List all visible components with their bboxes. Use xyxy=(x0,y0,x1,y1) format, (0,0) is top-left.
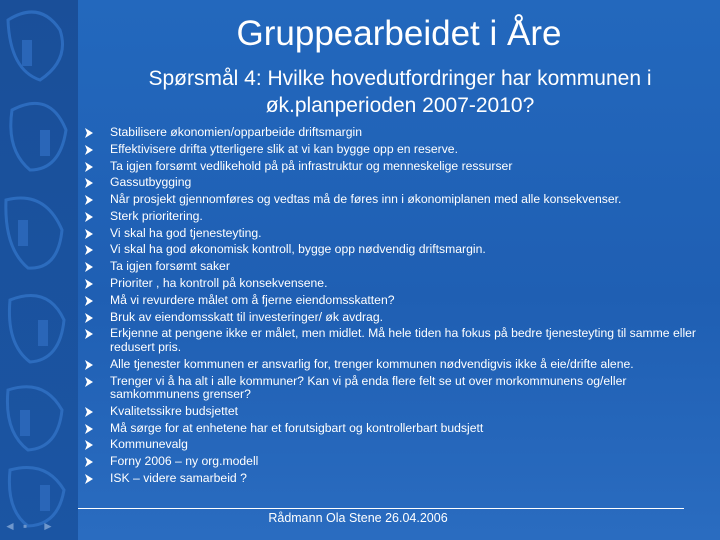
list-item xyxy=(84,227,714,241)
arrowhead-bullet-icon xyxy=(84,329,94,339)
bullet-text: Effektivisere drifta ytterligere slik at vi kan bygge opp en reserve. xyxy=(110,141,458,156)
arrowhead-bullet-icon xyxy=(84,360,94,370)
arrowhead-bullet-icon xyxy=(84,245,94,255)
bullet-text: Kvalitetssikre budsjettet xyxy=(110,403,239,418)
bullet-text: Vi skal ha god økonomisk kontroll, bygge opp nødvendig driftsmargin. xyxy=(110,242,486,257)
list-item xyxy=(84,210,714,224)
bullet-text: ISK – videre samarbeid ? xyxy=(110,471,247,486)
bullet-text: Ta igjen forsømt vedlikehold på på infrastruktur og menneskelige ressurser xyxy=(110,158,513,173)
list-item xyxy=(84,294,714,308)
arrowhead-bullet-icon xyxy=(84,229,94,239)
bullet-text: Bruk av eiendomsskatt til investeringer/ øk avdrag. xyxy=(110,309,383,324)
bullet-text: Trenger vi å ha alt i alle kommuner? Kan vi på enda flere felt se ut over morkommunens og/eller samkommunens grenser? xyxy=(110,373,627,402)
list-item xyxy=(84,243,714,257)
arrowhead-bullet-icon xyxy=(84,474,94,484)
slide-subtitle: Spørsmål 4: Hvilke hovedutfordringer har kommunen i øk.planperioden 2007-2010? xyxy=(148,67,652,117)
nav-forward-icon[interactable]: ► xyxy=(42,519,54,533)
bullet-text: Må sørge for at enhetene har et forutsigbart og kontrollerbart budsjett xyxy=(110,420,484,435)
bullet-text: Stabilisere økonomien/opparbeide driftsmargin xyxy=(110,125,363,139)
nav-back-icon[interactable]: ◄ xyxy=(4,519,16,533)
arrowhead-bullet-icon xyxy=(84,440,94,450)
bullet-list xyxy=(84,126,714,489)
bullet-text: Prioriter , ha kontroll på konsekvensene. xyxy=(110,276,328,291)
arrowhead-bullet-icon xyxy=(84,262,94,272)
bullet-text: Gassutbygging xyxy=(110,175,192,190)
list-item xyxy=(84,176,714,190)
bullet-text: Når prosjekt gjennomføres og vedtas må de føres inn i økonomiplanen med alle konsekvenser. xyxy=(110,192,622,207)
arrowhead-bullet-icon xyxy=(84,128,94,138)
arrowhead-bullet-icon xyxy=(84,195,94,205)
list-item xyxy=(84,358,714,372)
arrowhead-bullet-icon xyxy=(84,424,94,434)
arrowhead-bullet-icon xyxy=(84,313,94,323)
arrowhead-bullet-icon xyxy=(84,162,94,172)
nav-home-icon[interactable]: ▪ xyxy=(23,519,28,533)
bullet-text: Vi skal ha god tjenesteyting. xyxy=(110,225,262,240)
slide-navigation xyxy=(4,520,56,532)
list-item xyxy=(84,260,714,274)
list-item xyxy=(84,455,714,469)
list-item xyxy=(84,143,714,157)
arrowhead-bullet-icon xyxy=(84,407,94,417)
list-item xyxy=(84,277,714,291)
arrowhead-bullet-icon xyxy=(84,457,94,467)
list-item xyxy=(84,405,714,419)
list-item xyxy=(84,438,714,452)
bullet-text: Sterk prioritering. xyxy=(110,208,203,223)
slide-footer: Rådmann Ola Stene 26.04.2006 xyxy=(268,511,448,525)
list-item xyxy=(84,160,714,174)
arrowhead-bullet-icon xyxy=(84,145,94,155)
arrowhead-bullet-icon xyxy=(84,212,94,222)
list-item xyxy=(84,327,714,354)
list-item xyxy=(84,375,714,402)
list-item xyxy=(84,472,714,486)
arrowhead-bullet-icon xyxy=(84,279,94,289)
bullet-text: Må vi revurdere målet om å fjerne eiendomsskatten? xyxy=(110,292,395,307)
list-item xyxy=(84,193,714,207)
bullet-text: Ta igjen forsømt saker xyxy=(110,259,230,274)
bullet-text: Erkjenne at pengene ikke er målet, men midlet. Må hele tiden ha fokus på bedre tjenesteyting til samme eller redusert pris. xyxy=(110,326,696,354)
list-item xyxy=(84,422,714,436)
list-item xyxy=(84,126,714,140)
slide-title: Gruppearbeidet i Åre xyxy=(236,14,562,53)
list-item xyxy=(84,311,714,325)
bullet-text: Kommunevalg xyxy=(110,437,188,452)
footer-divider xyxy=(78,508,684,509)
decorative-side-strip xyxy=(0,0,78,540)
arrowhead-bullet-icon xyxy=(84,296,94,306)
decorative-figures-graphic xyxy=(0,0,78,540)
bullet-text: Alle tjenester kommunen er ansvarlig for, trenger kommunen nødvendigvis ikke å eie/drifte alene. xyxy=(110,356,634,371)
bullet-text: Forny 2006 – ny org.modell xyxy=(110,454,259,469)
arrowhead-bullet-icon xyxy=(84,178,94,188)
arrowhead-bullet-icon xyxy=(84,377,94,387)
